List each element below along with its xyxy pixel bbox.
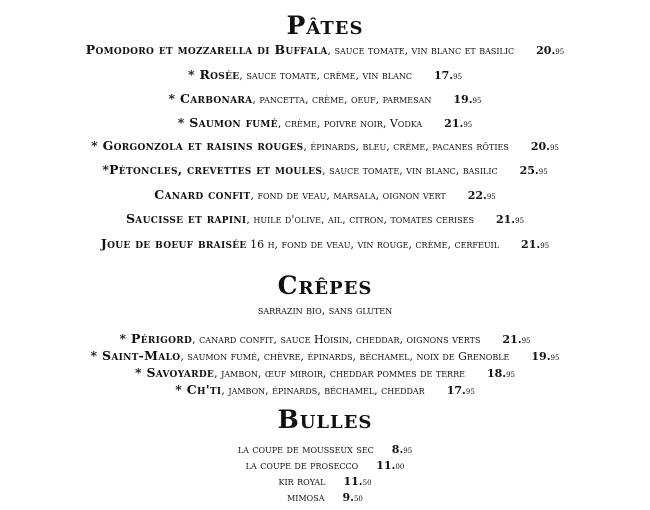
menu-item — [0, 67, 650, 85]
item-price: 17.95 — [433, 69, 463, 82]
item-description: , sauce tomate, crème, vin blanc — [239, 69, 412, 82]
menu-item — [0, 162, 650, 180]
item-price: 25.95 — [519, 164, 548, 177]
item-description: , saumon fumé, chèvre, épinards, béchamel, noix de Grenoble — [180, 350, 510, 363]
menu-item — [0, 382, 650, 400]
item-name: Pomodoro et mozzarella di Buffala — [85, 42, 328, 57]
item-price: 22.95 — [467, 189, 496, 202]
item-name: * Saint-Malo — [90, 348, 181, 363]
section-title-crepes: Crêpes — [277, 271, 373, 300]
menu-item — [0, 138, 650, 156]
item-description: , canard confit, sauce Hoisin, cheddar, oignons verts — [192, 333, 481, 346]
item-price: 21.95 — [502, 333, 531, 346]
drink-item — [0, 442, 650, 459]
item-name: * Carbonara — [168, 91, 253, 106]
item-price: 21.95 — [444, 117, 473, 130]
item-price: 8.95 — [391, 443, 413, 456]
item-description: , huile d'olive, ail, citron, tomates cerises — [246, 213, 474, 226]
item-name: *Pétoncles, crevettes et moules — [102, 162, 323, 177]
item-description: , jambon, œuf miroir, cheddar pommes de terre — [214, 367, 465, 380]
menu-item — [0, 211, 650, 229]
drink-item — [0, 458, 650, 475]
item-description: , pancetta, crème, oeuf, parmesan — [252, 93, 432, 106]
section-title-bulles: Bulles — [277, 405, 373, 434]
item-price: 20.95 — [536, 44, 565, 57]
item-price: 21.95 — [521, 238, 550, 251]
item-price: 18.95 — [486, 367, 515, 380]
item-description: , sauce tomate, vin blanc, basilic — [322, 164, 498, 177]
menu-item — [0, 365, 650, 383]
drink-item — [0, 474, 650, 491]
item-name: * Périgord — [119, 331, 193, 346]
menu-item — [0, 91, 650, 109]
item-description: , sauce tomate, vin blanc et basilic — [327, 44, 515, 57]
item-description: mimosa — [287, 491, 325, 504]
item-name: Canard confit — [154, 187, 251, 202]
menu-item — [0, 187, 650, 205]
item-description: la coupe de mousseux sec — [237, 443, 374, 456]
menu-item — [0, 42, 650, 60]
item-description: kir royal — [278, 475, 326, 488]
item-name: * Saumon fumé — [177, 115, 278, 130]
section-subtitle-crepes: sarrazin bio, sans gluten — [257, 304, 393, 317]
item-price: 9.50 — [342, 491, 363, 504]
item-price: 19.95 — [531, 350, 560, 363]
item-description: , épinards, bleu, crème, pacanes rôties — [303, 140, 509, 153]
item-description: 16 h, fond de veau, vin rouge, crème, cerfeuil — [246, 238, 500, 251]
item-price: 11.50 — [343, 475, 372, 488]
item-name: Saucisse et rapini — [125, 211, 247, 226]
item-price: 21.95 — [495, 213, 525, 226]
item-price: 11.00 — [376, 459, 405, 472]
item-price: 17.95 — [446, 384, 475, 397]
item-price: 19.95 — [453, 93, 482, 106]
menu-item — [0, 236, 650, 254]
item-description: , fond de veau, marsala, oignon vert — [250, 189, 446, 202]
item-description: la coupe de prosecco — [245, 459, 359, 472]
item-name: * Gorgonzola et raisins rouges — [91, 138, 304, 153]
item-description: , crème, poivre noir, Vodka — [277, 117, 423, 130]
item-name: * Savoyarde — [134, 365, 215, 380]
item-name: * Ch'ti — [175, 382, 222, 397]
item-name: * Rosée — [187, 67, 240, 82]
menu-item — [0, 115, 650, 133]
section-title-pates: Pâtes — [286, 11, 364, 40]
item-description: , jambon, épinards, béchamel, cheddar — [221, 384, 425, 397]
drink-item — [0, 490, 650, 507]
menu-item — [0, 331, 650, 349]
item-price: 20.95 — [530, 140, 559, 153]
menu-item — [0, 348, 650, 366]
item-name: Joue de boeuf braisée — [100, 236, 247, 251]
